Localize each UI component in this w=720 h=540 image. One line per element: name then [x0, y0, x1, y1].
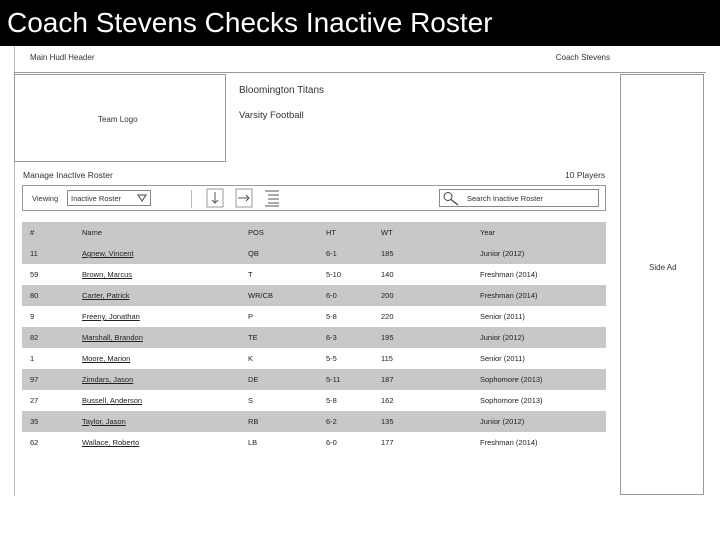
- table-row[interactable]: [22, 306, 606, 327]
- main-header: [14, 46, 706, 73]
- player-year: Sophomore (2013): [472, 369, 606, 390]
- search-icon: [442, 191, 460, 206]
- player-count: 10 Players: [565, 170, 606, 180]
- player-number: 11: [22, 243, 74, 264]
- player-name-link[interactable]: Zimdars, Jason: [82, 375, 134, 384]
- move-right-icon[interactable]: [235, 188, 253, 208]
- player-name-link[interactable]: Marshall, Brandon: [82, 333, 143, 342]
- player-name-link[interactable]: Freeny, Jonathan: [82, 312, 140, 321]
- table-row[interactable]: [22, 243, 606, 264]
- team-sport: Varsity Football: [239, 110, 304, 121]
- player-position: LB: [248, 438, 258, 447]
- side-ad[interactable]: [620, 74, 704, 495]
- slide-title: Coach Stevens Checks Inactive Roster: [0, 0, 720, 46]
- player-position: T: [248, 270, 253, 279]
- table-header-row: [22, 222, 606, 243]
- player-number: 59: [30, 270, 39, 279]
- player-name-link[interactable]: Moore, Marion: [82, 354, 131, 363]
- player-weight: 162: [381, 396, 394, 405]
- player-position: TE: [240, 327, 318, 348]
- move-down-icon[interactable]: [206, 188, 224, 208]
- player-position: S: [248, 396, 254, 405]
- roster-view-value: Inactive Roster: [71, 194, 122, 203]
- player-name: [74, 264, 240, 285]
- page-title: Manage Inactive Roster: [23, 170, 113, 180]
- player-height: 6-1: [318, 243, 373, 264]
- player-weight: 140: [381, 270, 394, 279]
- table-row[interactable]: [22, 264, 606, 285]
- player-height: 5-11: [318, 369, 373, 390]
- player-name: [74, 432, 240, 453]
- roster-body: [22, 243, 606, 453]
- player-name: [74, 369, 240, 390]
- player-height: 6-2: [318, 411, 373, 432]
- player-name: [74, 390, 240, 411]
- player-year: Freshman (2014): [480, 438, 538, 447]
- player-name-link[interactable]: Wallace, Roberto: [82, 438, 140, 447]
- player-height: 5-8: [326, 312, 337, 321]
- player-number: 82: [22, 327, 74, 348]
- player-weight: 220: [381, 312, 394, 321]
- table-row[interactable]: [22, 411, 606, 432]
- player-year: Senior (2011): [480, 312, 525, 321]
- table-row[interactable]: [22, 369, 606, 390]
- player-name: [74, 285, 240, 306]
- player-height: 5-8: [326, 396, 337, 405]
- player-number: 9: [30, 312, 35, 321]
- team-logo: [14, 74, 226, 162]
- player-name: [74, 327, 240, 348]
- roster-view-select[interactable]: [67, 190, 151, 206]
- team-name: Bloomington Titans: [239, 85, 325, 96]
- column-header[interactable]: WT: [373, 222, 472, 243]
- player-name: [74, 243, 240, 264]
- main-header-label: Main Hudl Header: [30, 53, 95, 62]
- player-year: Freshman (2014): [480, 270, 538, 279]
- player-weight: 200: [373, 285, 472, 306]
- user-name-link[interactable]: Coach Stevens: [555, 53, 610, 62]
- player-year: Junior (2012): [472, 411, 606, 432]
- player-height: 5-5: [326, 354, 337, 363]
- player-year: Junior (2012): [472, 243, 606, 264]
- player-position: P: [248, 312, 254, 321]
- player-height: 6-0: [318, 285, 373, 306]
- player-year: Sophomore (2013): [480, 396, 543, 405]
- player-number: 27: [30, 396, 39, 405]
- column-header[interactable]: POS: [240, 222, 318, 243]
- column-header[interactable]: Year: [472, 222, 606, 243]
- player-weight: 177: [381, 438, 394, 447]
- player-height: 6-3: [318, 327, 373, 348]
- player-position: RB: [240, 411, 318, 432]
- side-ad-label: Side Ad: [649, 263, 677, 272]
- toolbar-divider: [191, 190, 192, 208]
- player-weight: 135: [373, 411, 472, 432]
- search-input[interactable]: [439, 189, 599, 207]
- player-number: 97: [22, 369, 74, 390]
- player-name-link[interactable]: Carter, Patrick: [82, 291, 130, 300]
- player-name: [74, 348, 240, 369]
- table-row[interactable]: [22, 432, 606, 453]
- player-name-link[interactable]: Brown, Marcus: [82, 270, 133, 279]
- table-row[interactable]: [22, 348, 606, 369]
- table-row[interactable]: [22, 327, 606, 348]
- player-weight: 195: [373, 327, 472, 348]
- player-number: 80: [22, 285, 74, 306]
- roster-toolbar: [22, 185, 606, 211]
- column-header[interactable]: HT: [318, 222, 373, 243]
- roster-table: [22, 222, 606, 453]
- table-row[interactable]: [22, 285, 606, 306]
- table-row[interactable]: [22, 390, 606, 411]
- player-weight: 185: [373, 243, 472, 264]
- player-name-link[interactable]: Taylor, Jason: [82, 417, 126, 426]
- player-position: QB: [240, 243, 318, 264]
- player-number: 35: [22, 411, 74, 432]
- viewing-label: Viewing: [32, 194, 59, 203]
- player-position: WR/CB: [240, 285, 318, 306]
- list-icon[interactable]: [263, 188, 281, 208]
- player-number: 1: [30, 354, 35, 363]
- column-header[interactable]: Name: [74, 222, 240, 243]
- player-weight: 187: [373, 369, 472, 390]
- player-year: Senior (2011): [480, 354, 525, 363]
- player-position: K: [248, 354, 254, 363]
- player-height: 5-10: [326, 270, 342, 279]
- player-year: Junior (2012): [472, 327, 606, 348]
- player-position: DE: [240, 369, 318, 390]
- player-year: Freshman (2014): [472, 285, 606, 306]
- player-name: [74, 306, 240, 327]
- team-logo-label: Team Logo: [98, 115, 138, 124]
- player-height: 6-0: [326, 438, 337, 447]
- player-number: 62: [30, 438, 39, 447]
- chevron-down-icon: [137, 194, 147, 202]
- player-name-link[interactable]: Agnew, Vincent: [82, 249, 134, 258]
- column-header[interactable]: #: [22, 222, 74, 243]
- search-placeholder: Search Inactive Roster: [467, 194, 543, 203]
- player-name: [74, 411, 240, 432]
- player-name-link[interactable]: Bussell, Anderson: [82, 396, 143, 405]
- player-weight: 115: [381, 354, 393, 363]
